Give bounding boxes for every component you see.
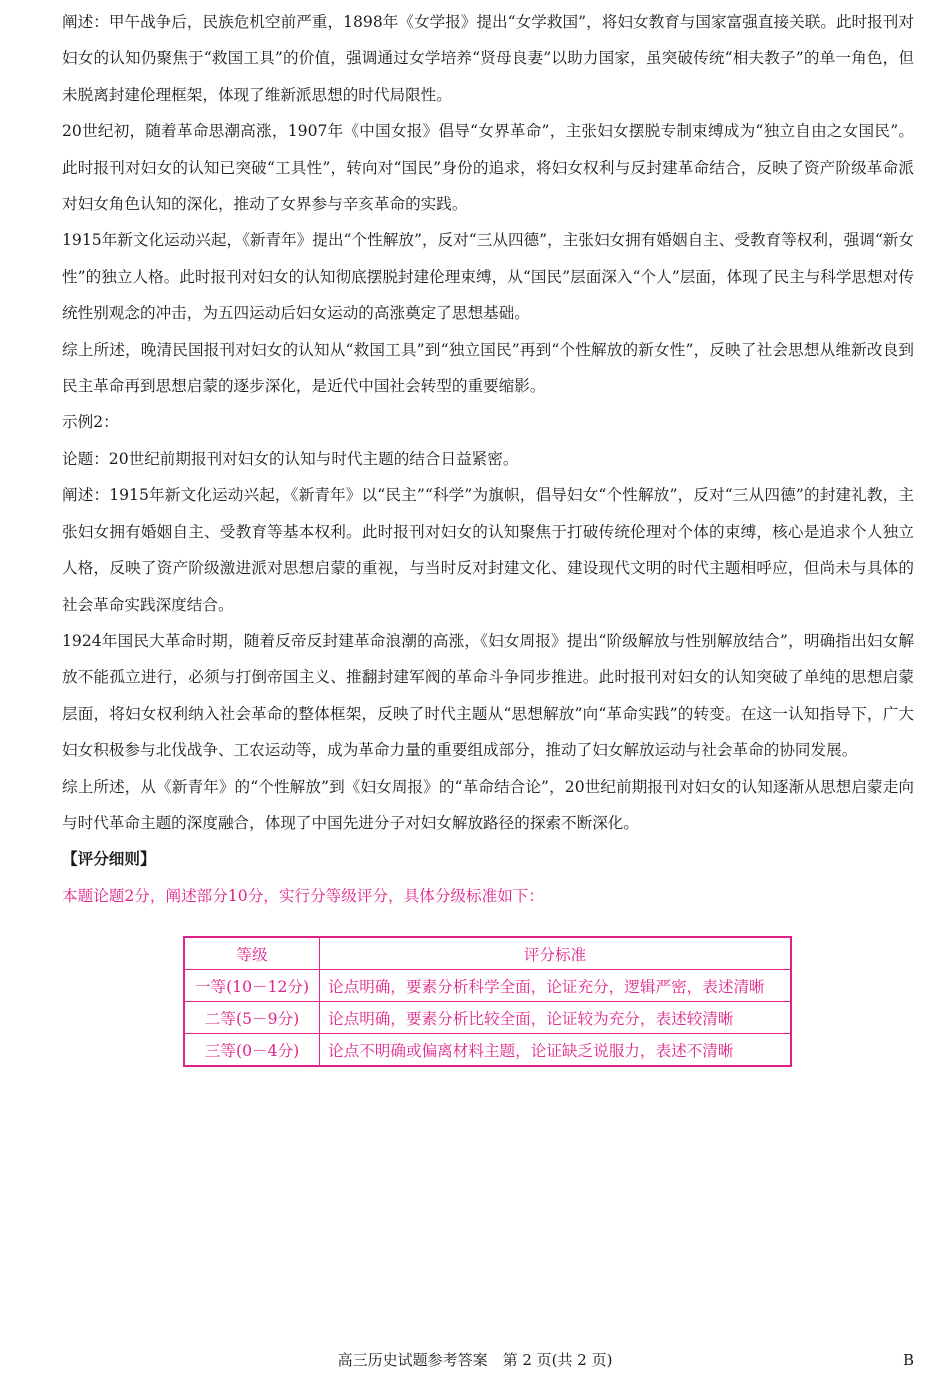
paragraph-exposition-1: 阐述：甲午战争后，民族危机空前严重，1898年《女学报》提出“女学救国”，将妇女教育与国家富强直接关联。此时报刊对妇女的认知仍聚焦于“救国工具”的价值，强调通过女学培养“贤母良妻”以助力国家，虽突破传统“相夫教子”的单一角色，但未脱离封建伦理框架，体现了维新派思想的时代局限性。 xyxy=(62,13,914,104)
table-row xyxy=(184,970,791,1002)
version-label: B xyxy=(902,1351,914,1369)
rubric-grade: 二等(5－9分) xyxy=(184,1002,320,1034)
paragraph-exposition-2: 20世纪初，随着革命思潮高涨，1907年《中国女报》倡导“女界革命”，主张妇女摆脱专制束缚成为“独立自由之女国民”。此时报刊对妇女的认知已突破“工具性”，转向对“国民”身份的追求，将妇女权利与反封建革命结合，反映了资产阶级革命派对妇女角色认知的深化，推动了女界参与辛亥革命的实践。 xyxy=(62,122,914,214)
rubric-header-grade: 等级 xyxy=(184,937,320,970)
rubric-criteria: 论点明确，要素分析科学全面，论证充分，逻辑严密，表述清晰 xyxy=(320,970,792,1002)
rubric-criteria: 论点不明确或偏离材料主题，论证缺乏说服力，表述不清晰 xyxy=(320,1034,792,1067)
rubric-criteria: 论点明确，要素分析比较全面，论证较为充分，表述较清晰 xyxy=(320,1002,792,1034)
paragraph-exposition-4: 阐述：1915年新文化运动兴起，《新青年》以“民主”“科学”为旗帜，倡导妇女“个性解放”，反对“三从四德”的封建礼教，主张妇女拥有婚姻自主、受教育等基本权利。此时报刊对妇女的认知聚焦于打破传统伦理对个体的束缚，核心是追求个人独立人格，反映了资产阶级激进派对思想启蒙的重视，与当时反对封建文化、建设现代文明的时代主题相呼应，但尚未与具体的社会革命实践深度结合。 xyxy=(62,486,914,614)
example-2-label: 示例2： xyxy=(62,413,119,432)
paragraph-exposition-5: 1924年国民大革命时期，随着反帝反封建革命浪潮的高涨，《妇女周报》提出“阶级解放与性别解放结合”，明确指出妇女解放不能孤立进行，必须与打倒帝国主义、推翻封建军阀的革命斗争同步推进。此时报刊对妇女的认知突破了单纯的思想启蒙层面，将妇女权利纳入社会革命的整体框架，反映了时代主题从“思想解放”向“革命实践”的转变。在这一认知指导下，广大妇女积极参与北伐战争、工农运动等，成为革命力量的重要组成部分，推动了妇女解放运动与社会革命的协同发展。 xyxy=(62,631,914,760)
rubric-grade: 一等(10－12分) xyxy=(184,970,320,1002)
rubric-table xyxy=(183,936,792,1067)
thesis-statement: 论题：20世纪前期报刊对妇女的认知与时代主题的结合日益紧密。 xyxy=(62,449,519,468)
table-row xyxy=(184,1002,791,1034)
paragraph-exposition-3: 1915年新文化运动兴起，《新青年》提出“个性解放”，反对“三从四德”，主张妇女拥有婚姻自主、受教育等权利，强调“新女性”的独立人格。此时报刊对妇女的认知彻底摆脱封建伦理束缚，从“国民”层面深入“个人”层面，体现了民主与科学思想对传统性别观念的冲击，为五四运动后妇女运动的高涨奠定了思想基础。 xyxy=(62,231,914,323)
answer-content xyxy=(62,4,914,914)
page-footer: 高三历史试题参考答案 第 2 页(共 2 页) xyxy=(337,1351,613,1369)
paragraph-summary-1: 综上所述，晚清民国报刊对妇女的认知从“救国工具”到“独立国民”再到“个性解放的新女性”，反映了社会思想从维新改良到民主革命再到思想启蒙的逐步深化，是近代中国社会转型的重要缩影。 xyxy=(62,340,914,396)
rubric-header-criteria: 评分标准 xyxy=(320,937,792,970)
paragraph-summary-2: 综上所述，从《新青年》的“个性解放”到《妇女周报》的“革命结合论”，20世纪前期报刊对妇女的认知逐渐从思想启蒙走向与时代革命主题的深度融合，体现了中国先进分子对妇女解放路径的探索不断深化。 xyxy=(62,777,914,832)
rubric-header-row xyxy=(184,937,791,970)
scoring-heading: 【评分细则】 xyxy=(62,850,156,869)
table-row xyxy=(184,1034,791,1067)
scoring-note: 本题论题2分，阐述部分10分，实行分等级评分，具体分级标准如下： xyxy=(62,886,544,905)
rubric-grade: 三等(0－4分) xyxy=(184,1034,320,1067)
